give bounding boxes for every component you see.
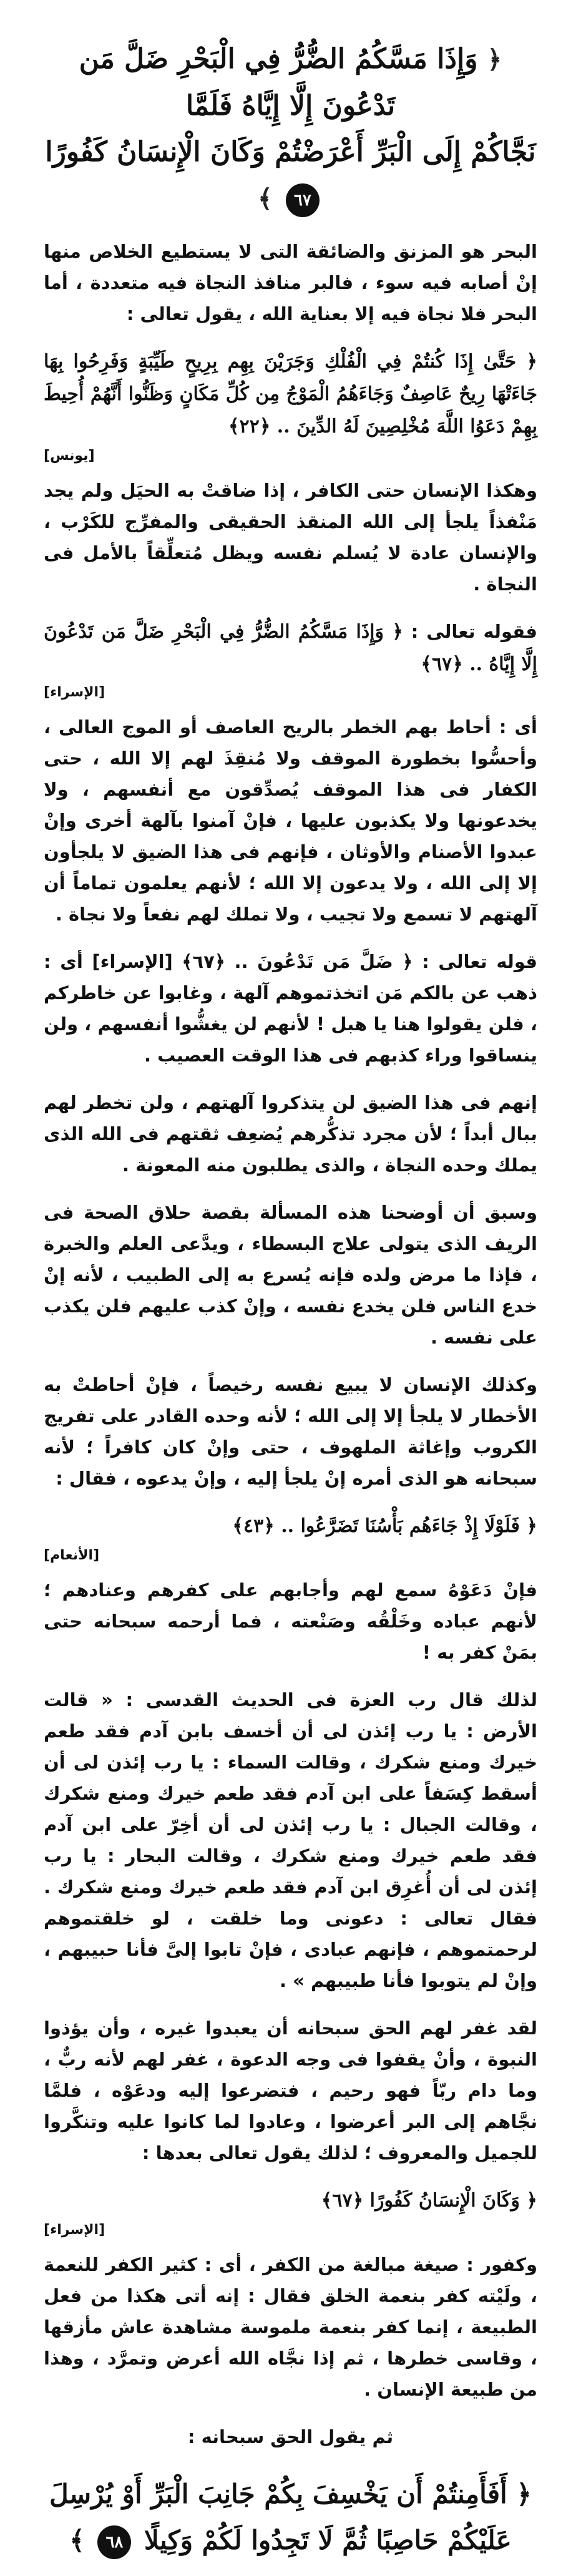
paragraph: ثم يقول الحق سبحانه : <box>187 2426 394 2447</box>
paragraph-lead: فقوله تعالى : <box>411 621 537 642</box>
open-bracket: ﴿ <box>487 45 502 74</box>
paragraph: لذلك قال رب العزة فى الحديث القدسى : « قالت الأرض : يا رب إئذن لى أن أخسف بابن آدم فقد طعم خيرك ومنع شكرك ، وقالت السماء : يا رب إئذن لى أن أسقط كِسَفاً على ابن آدم فقد طعم خيرك ومنع شكرك ، وقالت الجبال : يا رب إئذن لى أن أخِرّ على ابن آدم فقد طعم خيرك ومنع شكرك ، وقالت البحار : يا رب إئذن لى أن أُغرِق ابن آدم فقد طعم خيرك ومنع شكرك . فقال تعالى : دعونى وما خلقت ، لو خلقتموهم لرحمتموهم ، فإنهم عبادى ، فإنْ تابوا إلىَّ فأنا حبيبهم ، وإنْ لم يتوبوا فأنا طبيبهم » . <box>44 1689 537 1991</box>
closing-verse <box>44 2471 537 2576</box>
paragraph: البحر هو المزنق والضائقة التى لا يستطيع الخلاص منها إنْ أصابه فيه سوء ، فالبر منافذ النجاة فيه متعددة ، أما البحر فلا نجاة فيه إلا بعناية الله ، يقول تعالى : <box>44 241 537 324</box>
paragraph: وهكذا الإنسان حتى الكافر ، إذا ضاقتْ به الحيَل ولم يجد مَنْفذاً يلجأ إلى الله المنقذ الحقيقى والمفرِّج للكَرْب ، والإنسان عادة لا يُسلم نفسه ويظل مُتعلِّقاً بالأمل فى النجاة . <box>44 480 537 595</box>
quran-quote: ﴿ حَتَّىٰ إِذَا كُنتُمْ فِي الْفُلْكِ وَجَرَيْنَ بِهِم بِرِيحٍ طَيِّبَةٍ وَفَرِحُوا بِهَا جَاءَتْهَا رِيحٌ عَاصِفٌ وَجَاءَهُمُ الْمَوْجُ مِن كُلِّ مَكَانٍ وَظَنُّوا أَنَّهُمْ أُحِيطَ بِهِمْ دَعَوُا اللَّهَ مُخْلِصِينَ لَهُ الدِّينَ .. ﴿٢٢﴾ <box>44 351 537 437</box>
header-verse-line-1 <box>44 36 537 129</box>
quran-quote: ﴿ وَإِذَا مَسَّكُمُ الضُّرُّ فِي الْبَحْرِ ضَلَّ مَن تَدْعُونَ إِلَّا إِيَّاهُ .. ﴿٦٧﴾ <box>44 621 537 675</box>
paragraph: أى : أحاط بهم الخطر بالريح العاصف أو الموج العالى ، وأحسُّوا بخطورة الموقف ولا مُنقِذَ لهم إلا الله ، حتى الكفار فى هذا الموقف يُصدِّقون مع أنفسهم ، ولا يخدعونها ولا يكذبون عليها ، فإنْ آمنوا بآلهة أخرى وإنْ عبدوا الأصنام والأوثان ، فإنهم فى هذا الضيق لا يلجأون إلا إلى الله ، ولا يدعون إلا الله ؛ لأنهم يعلمون تماماً أن آلهتهم لا تسمع ولا تجيب ، ولا تملك لهم نفعاً ولا نجاة . <box>44 716 537 925</box>
verse-text: نَجَّاكُمْ إِلَى الْبَرِّ أَعْرَضْتُمْ وَكَانَ الْإِنسَانُ كَفُورًا <box>45 136 536 168</box>
verse-number-badge: ٦٧ <box>286 183 320 217</box>
verse-number-badge: ٦٨ <box>97 2525 131 2559</box>
paragraph: وكذلك الإنسان لا يبيع نفسه رخيصاً ، فإنْ أحاطتْ به الأخطار لا يلجأ إلا إلى الله ؛ لأنه وحده القادر على تفريج الكروب وإغاثة الملهوف ، حتى وإنْ كان كافراً ؛ لأنه سبحانه هو الذى أمره إنْ يلجأ إليه ، وإنْ يدعوه ، فقال : <box>44 1374 537 1489</box>
verse-text: أَفَأَمِنتُمْ أَن يَخْسِفَ بِكُمْ جَانِبَ الْبَرِّ أَوْ يُرْسِلَ <box>49 2479 507 2509</box>
paragraph: وكفور : صيغة مبالغة من الكفر ، أى : كثير الكفر للنعمة ، ولَيْته كفر بنعمة الخلق فقال : إنه أتى هكذا من فعل الطبيعة ، إنما كفر بنعمة ملموسة مشاهدة عاش مأزقها ، وقاسى خطرها ، ثم إذا نجَّاه الله أعرض وتمرَّد ، وهذا من طبيعة الإنسان . <box>44 2254 537 2400</box>
open-bracket: ﴿ <box>516 2479 532 2509</box>
surah-reference: [يونس] <box>44 448 95 464</box>
surah-reference: [الأنعام] <box>44 1548 100 1563</box>
paragraph: لقد غفر لهم الحق سبحانه أن يعبدوا غيره ، وأن يؤذوا النبوة ، وأنْ يقفوا فى وجه الدعوة ، غفر لهم لأنه ربٌّ ، وما دام ربّاً فهو رحيم ، فتضرعوا إليه ودعَوْه ، فلمَّا نجَّاهم إلى البر أعرضوا ، وعادوا لما كانوا عليه وتنكَّروا للجميل والمعروف ؛ لذلك يقول تعالى بعدها : <box>44 2017 537 2164</box>
closing-verse-line-1 <box>44 2471 537 2517</box>
paragraph-with-quote <box>44 616 537 681</box>
verse-text: وَإِذَا مَسَّكُمُ الضُّرُّ فِي الْبَحْرِ ضَلَّ مَن تَدْعُونَ إِلَّا إِيَّاهُ فَلَمَّا <box>79 43 478 122</box>
paragraph: إنهم فى هذا الضيق لن يتذكروا آلهتهم ، ولن تخطر لهم ببال أبداً ؛ لأن مجرد تذكُّرهم يُضعِف ثقتهم فى الله الذى يملك وحده النجاة ، والذى يطلبون منه المعونة . <box>44 1092 537 1176</box>
quran-quote: ﴿ وَكَانَ الْإِنسَانُ كَفُورًا ﴿٦٧﴾ <box>321 2190 537 2212</box>
close-bracket: ﴾ <box>258 184 273 213</box>
surah-reference: [الإسراء] <box>44 685 105 700</box>
close-bracket: ﴾ <box>69 2525 85 2555</box>
surah-reference: [الإسراء] <box>44 2222 105 2238</box>
closing-verse-line-2 <box>44 2517 537 2564</box>
verse-text: عَلَيْكُمْ حَاصِبًا ثُمَّ لَا تَجِدُوا لَكُمْ وَكِيلًا <box>144 2525 512 2555</box>
header-verse-line-2 <box>44 129 537 222</box>
paragraph: فإنْ دَعَوْهُ سمع لهم وأجابهم على كفرهم وعنادهم ؛ لأنهم عباده وخَلْقُه وصَنْعته ، فما أرحمه سبحانه حتى بمَنْ كفر به ! <box>44 1579 537 1663</box>
paragraph: وسبق أن أوضحنا هذه المسألة بقصة حلاق الصحة فى الريف الذى يتولى علاج البسطاء ، ويدَّعى العلم والخبرة ، فإذا ما مرض ولده فإنه يُسرع به إلى الطبيب ، لأنه إنْ خدع الناس فلن يخدع نفسه ، وإنْ كذب عليهم فلن يكذب على نفسه . <box>44 1202 537 1348</box>
quran-quote: ﴿ فَلَوْلَا إِذْ جَاءَهُم بَأْسُنَا تَضَرَّعُوا .. ﴿٤٣﴾ <box>232 1515 537 1537</box>
paragraph: قوله تعالى : ﴿ ضَلَّ مَن تَدْعُونَ .. ﴿٦٧﴾ [الإسراء] أى : ذهب عن بالكم مَن اتخذتموهم آلهة ، وغابوا عن خاطركم ، فلن يقولوا هنا يا هبل ! لأنهم لن يغشُّوا أنفسهم ، ولن ينساقوا وراء كذبهم فى هذا الوقت العصيب . <box>44 951 537 1066</box>
header-verse <box>44 25 537 236</box>
